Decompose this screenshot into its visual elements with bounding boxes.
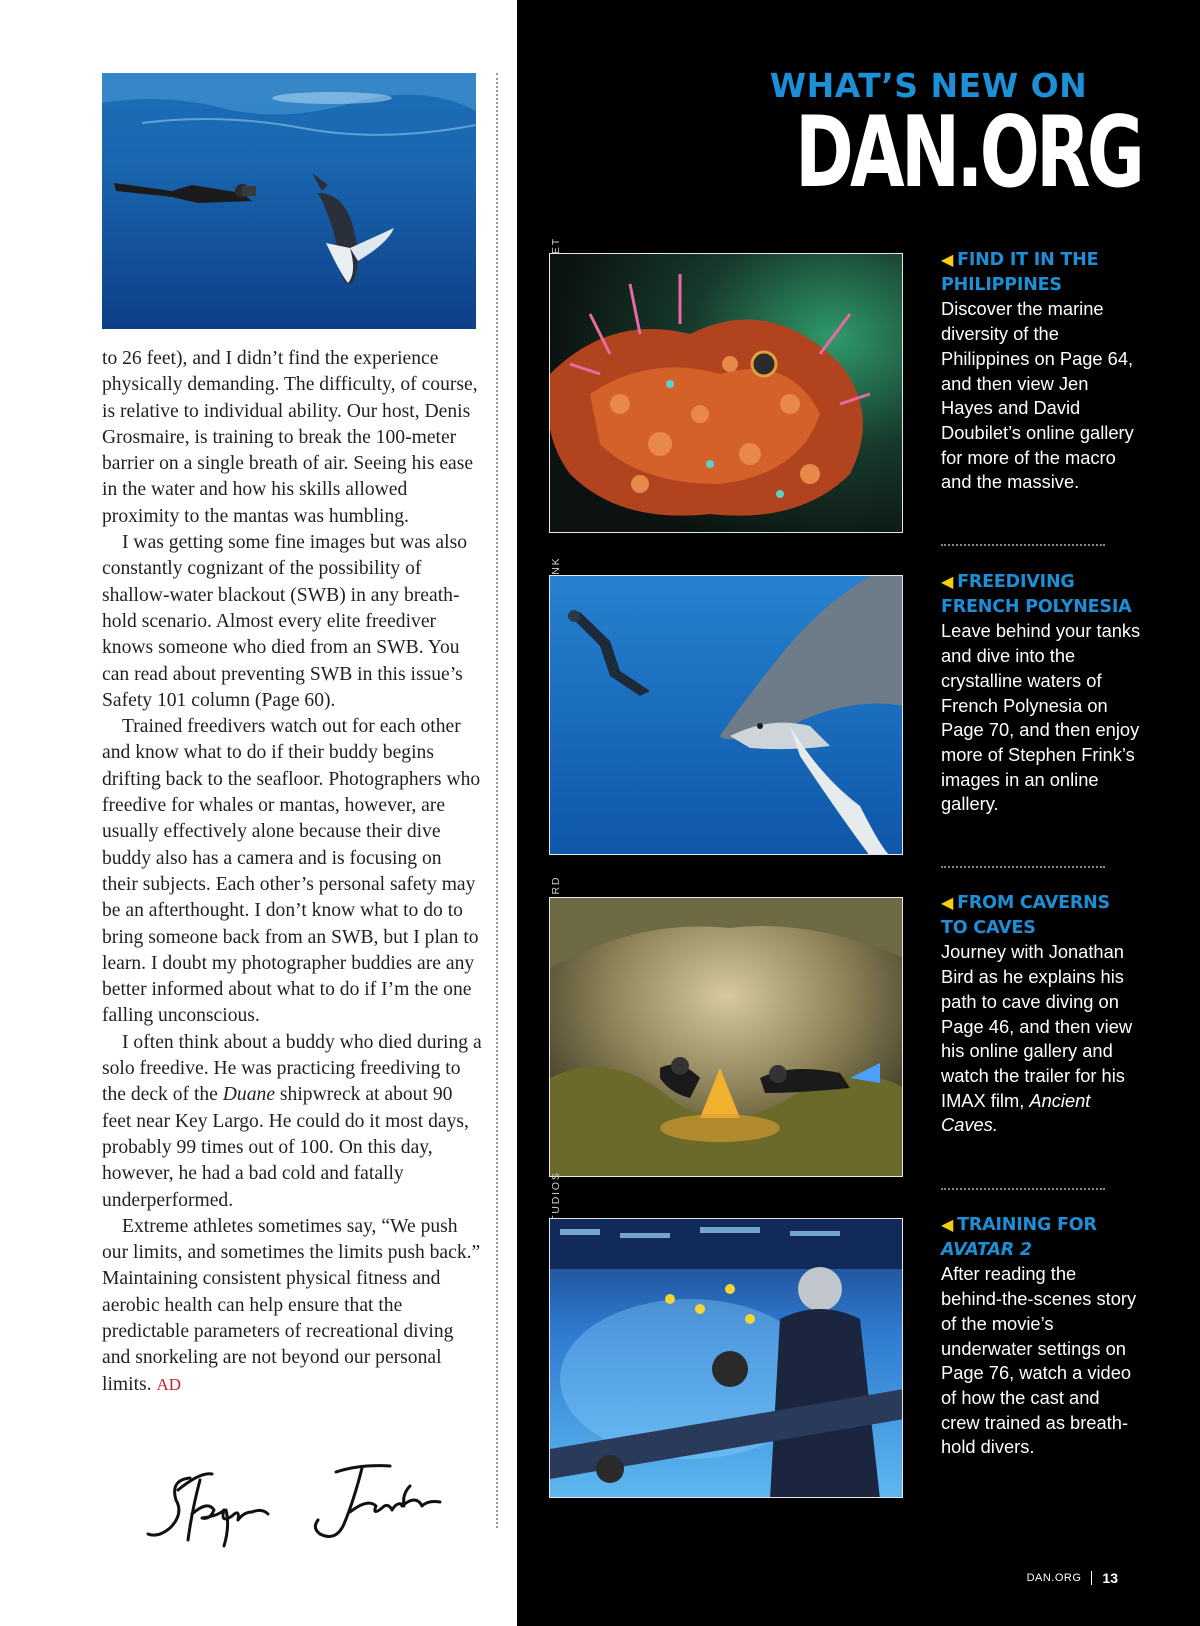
paragraph: to 26 feet), and I didn’t find the experience physically demanding. The difficulty, of course, is relative to individual ability. Our host, Denis Grosmaire, is training to break the 100-meter barrier on a single breath of air. Seeing his ease in the water and how his skills allowed proximity to the mantas was humbling. (102, 348, 478, 527)
arrow-left-icon: ◀ (941, 250, 954, 269)
page-number: 13 (1102, 1570, 1118, 1586)
photo-avatar-training-tank (549, 1218, 903, 1498)
arrow-left-icon: ◀ (941, 893, 954, 912)
hero-photo-whale-freediver (102, 73, 476, 329)
paragraph (102, 1030, 482, 1214)
film-title: Ancient Caves. (941, 1089, 1091, 1136)
feature-title[interactable] (941, 891, 1141, 940)
photo-scorpionfish (549, 253, 903, 533)
article-body (102, 346, 482, 1398)
feature-item-avatar-training (941, 1213, 1141, 1460)
paragraph (102, 1214, 482, 1398)
paragraph-text: shipwreck at about 90 feet near Key Largo. He could do it most days, probably 99 times out of 100. On this day, however, he had a bad cold and fatally underperformed. (102, 1084, 469, 1211)
feature-title-italic: AVATAR 2 (941, 1239, 1032, 1260)
arrow-left-icon: ◀ (941, 572, 954, 591)
paragraph-text: I often think about a buddy who died during a solo freedive. He was practicing freediving to the deck of the (102, 1031, 482, 1106)
item-divider (941, 866, 1105, 868)
sidebar-panel (517, 0, 1200, 1626)
feature-title-text: FIND IT IN THE PHILIPPINES (941, 250, 1099, 295)
feature-item-philippines (941, 248, 1141, 495)
feature-description: Discover the marine diversity of the Philippines on Page 64, and then view Jen Hayes and David Doubilet’s online gallery for more of the macro and the massive. (941, 298, 1134, 493)
item-divider (941, 1188, 1105, 1190)
feature-title-text: FREEDIVING FRENCH POLYNESIA (941, 572, 1132, 617)
feature-description-text: Journey with Jonathan Bird as he explains his path to cave diving on Page 46, and then view his online gallery and watch the trailer for his IMAX film, (941, 941, 1133, 1111)
page-footer (1027, 1570, 1118, 1586)
feature-item-french-polynesia (941, 570, 1141, 817)
footer-separator (1091, 1571, 1092, 1585)
paragraph: Trained freedivers watch out for each other and know what to do if their buddy begins drifting back to the seafloor. Photographers who freedive for whales or mantas, however, are usually effectively alone because their dive buddy also has a camera and is focusing on their subjects. Each other’s personal safety may be an afterthought. I don’t know what to do to bring someone back from an SWB, but I plan to learn. I doubt my photographer buddies are any better informed about what to do if I’m the one falling unconscious. (102, 716, 481, 1027)
author-signature (140, 1450, 460, 1560)
feature-title-text: TRAINING FOR (957, 1215, 1097, 1235)
feature-title-text: FROM CAVERNS TO CAVES (941, 893, 1110, 938)
paragraph-text: Extreme athletes sometimes say, “We push our limits, and sometimes the limits push back.” Maintaining consistent physical fitness and aerobic health can help ensure that the predictable parameters of recreational diving and snorkeling are not beyond our personal limits. (102, 1215, 481, 1395)
feature-item-caverns-caves (941, 891, 1141, 1138)
arrow-left-icon: ◀ (941, 1215, 954, 1234)
feature-title[interactable] (941, 248, 1141, 297)
item-divider (941, 544, 1105, 546)
article-column (0, 0, 517, 1626)
sidebar-title: DAN.ORG (795, 96, 1142, 210)
end-mark: AD (156, 1374, 182, 1394)
paragraph: I was getting some fine images but was also constantly cognizant of the possibility of shallow-water blackout (SWB) in any breath-hold scenario. Almost every elite freediver knows someone who died from an SWB. You can read about preventing SWB in this issue’s Safety 101 column (Page 60). (102, 532, 467, 711)
column-divider (496, 73, 498, 1528)
feature-description: After reading the behind-the-scenes story of the movie’s underwater settings on Page 76, watch a video of how the cast and crew trained as breath-hold divers. (941, 1263, 1137, 1458)
feature-description: Leave behind your tanks and dive into the crystalline waters of French Polynesia on Page 70, and then enjoy more of Stephen Frink’s images in an online gallery. (941, 620, 1141, 815)
sidebar-kicker: WHAT’S NEW ON (769, 66, 1088, 105)
ship-name: Duane (222, 1084, 276, 1106)
photo-humpback-freediver (549, 575, 903, 855)
feature-description (941, 940, 1141, 1138)
feature-title[interactable] (941, 1213, 1141, 1262)
footer-site: DAN.ORG (1026, 1572, 1082, 1584)
photo-cave-divers (549, 897, 903, 1177)
feature-title[interactable] (941, 570, 1141, 619)
